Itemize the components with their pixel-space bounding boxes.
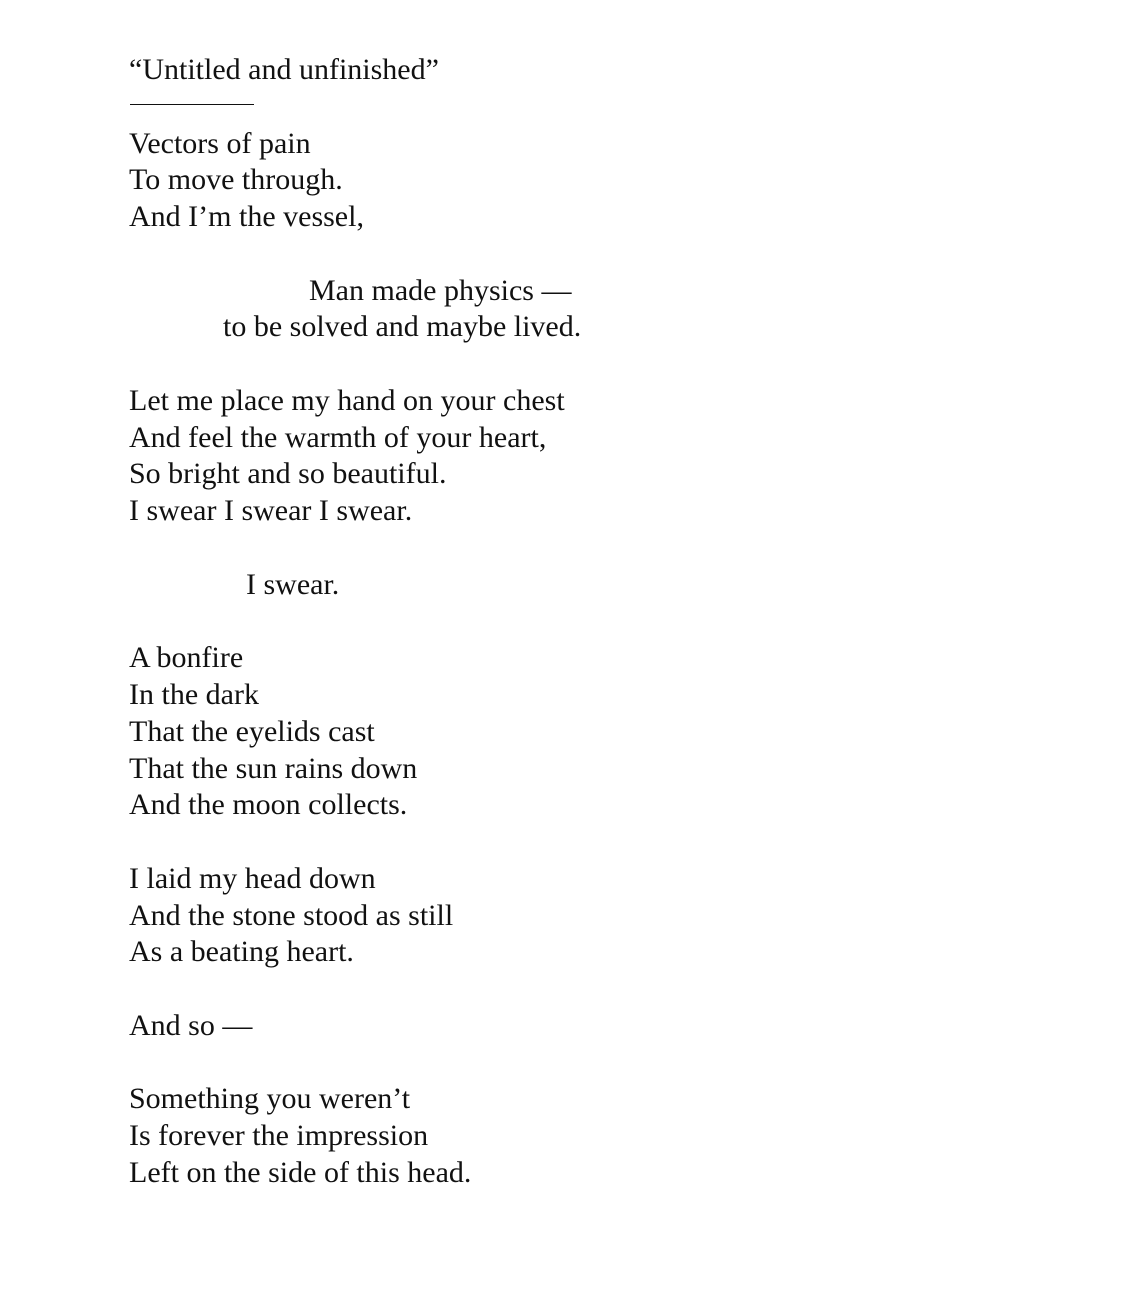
poem-line: In the dark <box>129 678 259 711</box>
poem-line: I swear I swear I swear. <box>129 494 413 527</box>
poem-line: So bright and so beautiful. <box>129 457 447 490</box>
poem-line: And so — <box>129 1009 253 1042</box>
poem-line: And feel the warmth of your heart, <box>129 421 547 454</box>
poem-line: I swear. <box>246 568 340 601</box>
poem-line: I laid my head down <box>129 862 376 895</box>
poem-line: Is forever the impression <box>129 1119 429 1152</box>
poem-line: As a beating heart. <box>129 935 354 968</box>
poem-line: Vectors of pain <box>129 127 311 160</box>
poem-line: To move through. <box>129 163 343 196</box>
poem-title: “Untitled and unfinished” <box>129 53 439 86</box>
poem-line: That the sun rains down <box>129 752 418 785</box>
poem-line: And the stone stood as still <box>129 899 454 932</box>
poem-line: Something you weren’t <box>129 1082 411 1115</box>
poem-line: And I’m the vessel, <box>129 200 364 233</box>
poem-line: And the moon collects. <box>129 788 408 821</box>
poem-line: That the eyelids cast <box>129 715 375 748</box>
poem-line: Left on the side of this head. <box>129 1156 472 1189</box>
poem-line: to be solved and maybe lived. <box>223 310 582 343</box>
poem-line: Man made physics — <box>309 274 572 307</box>
poem-line: Let me place my hand on your chest <box>129 384 565 417</box>
title-divider <box>130 104 254 105</box>
poem-line: A bonfire <box>129 641 244 674</box>
